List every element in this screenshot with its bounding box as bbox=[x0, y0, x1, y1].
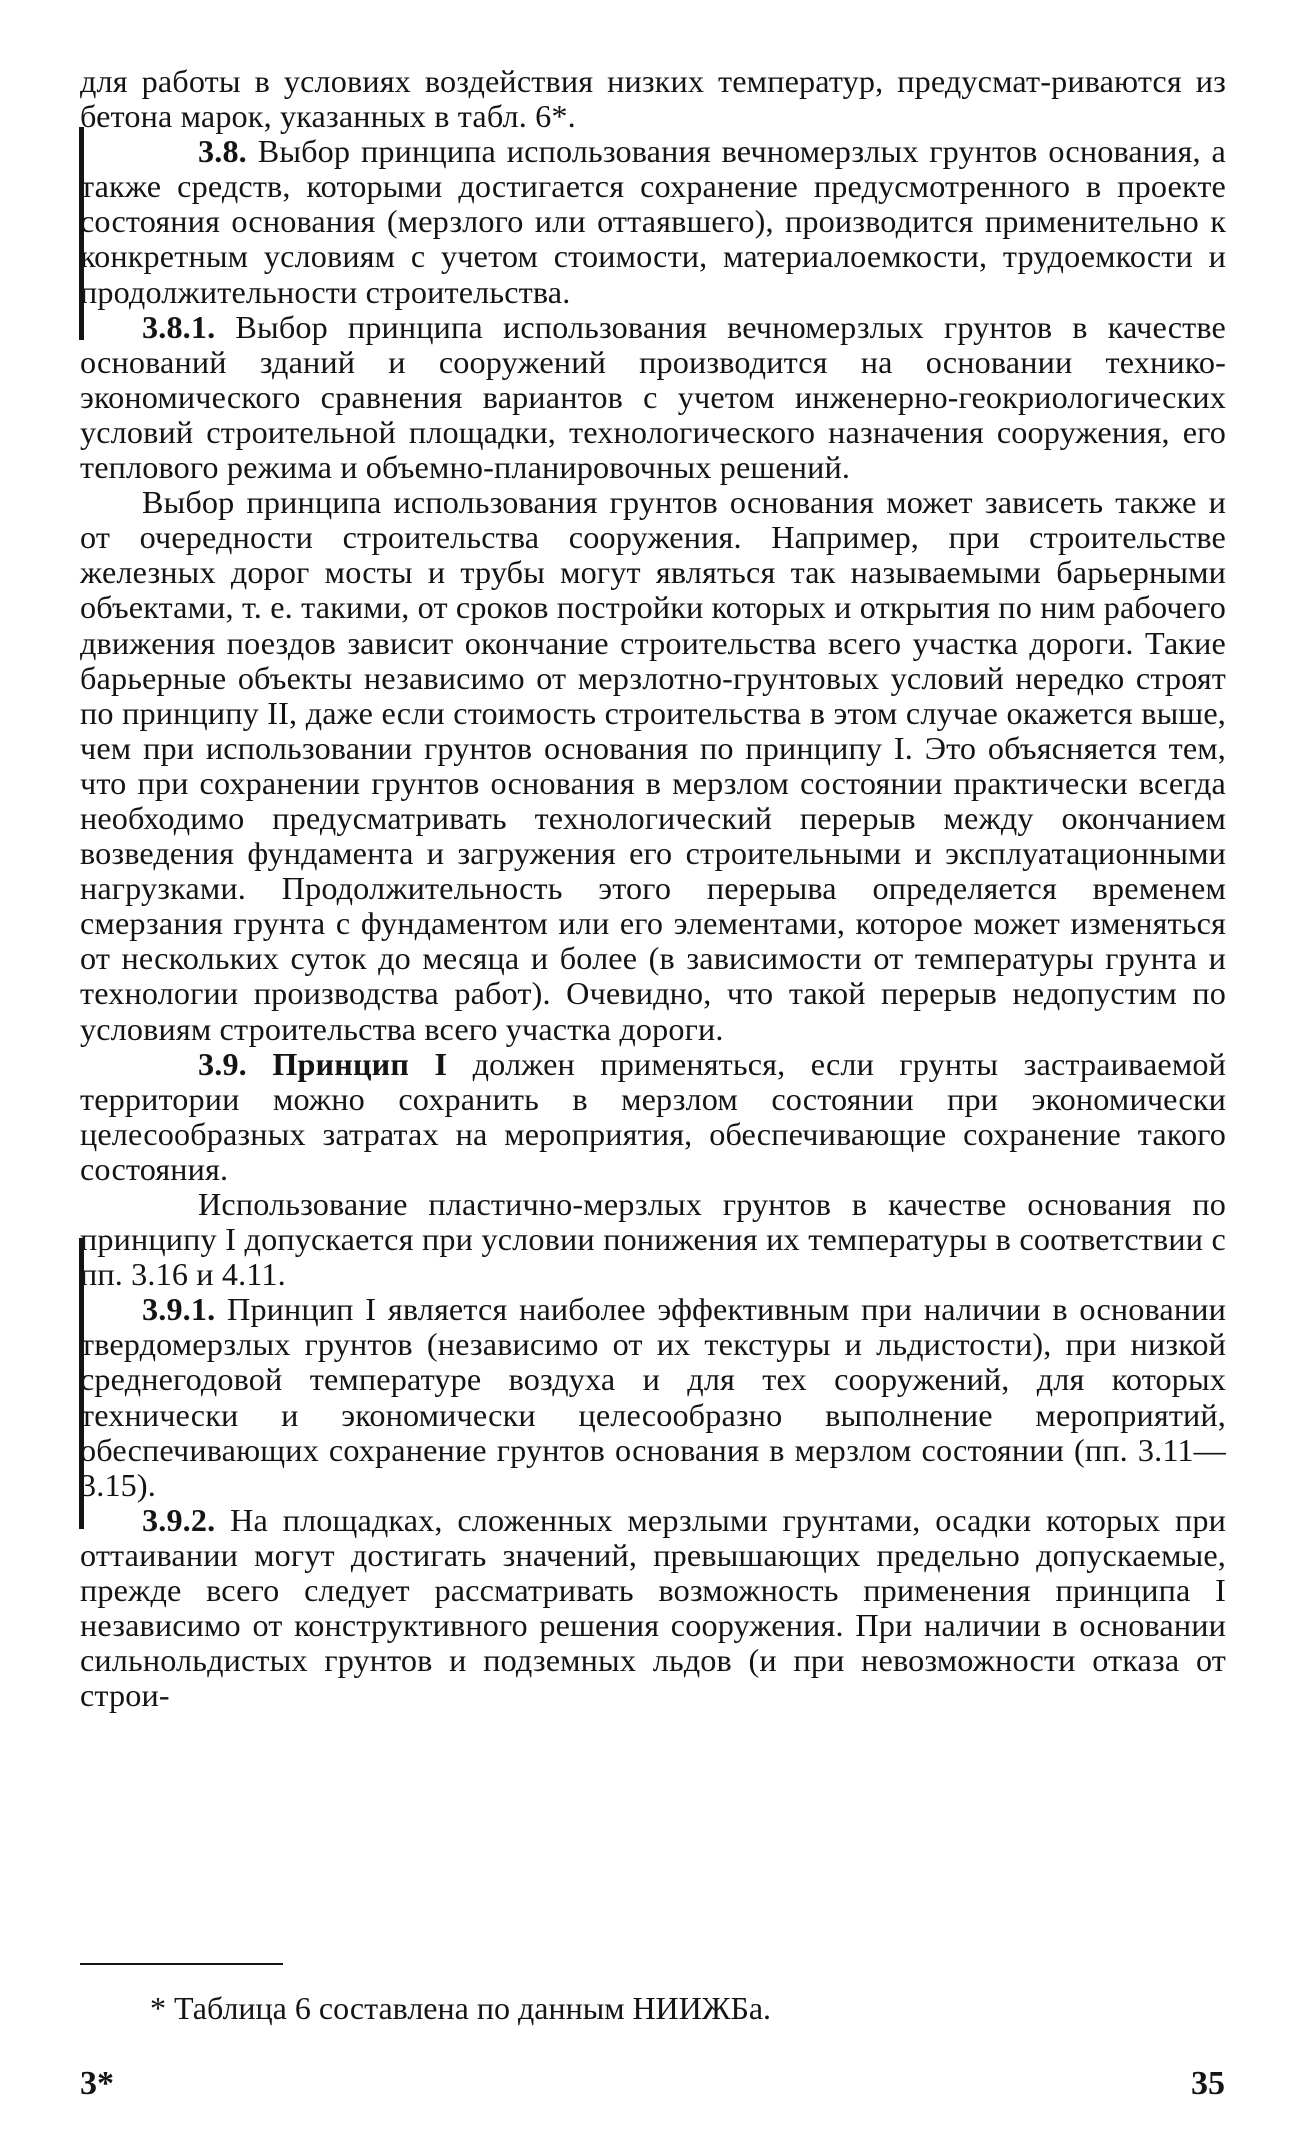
paragraph-3-9-1: 3.9.1. Принцип I является наиболее эффективным при наличии в основании твердомерзлых грунтов (независимо от их текстуры и льдистости), при низкой среднегодовой температуре воздуха и для тех сооружений, для которых технически и экономически целесообразно выполнение мероприятий, обеспечивающих сохранение грунтов основания в мерзлом состоянии (пп. 3.11—3.15). bbox=[80, 1291, 1226, 1503]
footnote-rule bbox=[80, 1963, 283, 1965]
main-text-column bbox=[80, 64, 1226, 1713]
paragraph-3-8-1: 3.8.1. Выбор принципа использования вечномерзлых грунтов в качестве оснований зданий и сооружений производится на основании технико-экономического сравнения вариантов с учетом инженерно-геокриологических условий строительной площадки, технологического назначения сооружения, его теплового режима и объемно-планировочных решений. bbox=[80, 308, 1226, 486]
clause-number: 3.9.2. bbox=[142, 1501, 216, 1538]
paragraph-principle-choice: Выбор принципа использования грунтов основания может зависеть также и от очередности строительства сооружения. Например, при строительстве железных дорог мосты и трубы могут являться так называемыми барьерными объектами, т. е. такими, от сроков постройки которых и открытия по ним рабочего движения поездов зависит окончание строительства всего участка дороги. Такие барьерные объекты независимо от мерзлотно-грунтовых условий нередко строят по принципу II, даже если стоимость строительства в этом случае окажется выше, чем при использовании грунтов основания по принципу I. Это объясняется тем, что при сохранении грунтов основания в мерзлом состоянии практически всегда необходимо предусматривать технологический перерыв между окончанием возведения фундамента и загружения его строительными и эксплуатационными нагрузками. Продолжительность этого перерыва определяется временем смерзания грунта с фундаментом или его элементами, которое может изменяться от нескольких суток до месяца и более (в зависимости от температуры грунта и технологии производства работ). Очевидно, что такой перерыв недопустим по условиям строительства всего участка дороги. bbox=[80, 484, 1226, 1047]
paragraph-plastic-frozen: Использование пластично-мерзлых грунтов в качестве основания по принципу I допускается при условии понижения их температуры в соответствии с пп. 3.16 и 4.11. bbox=[80, 1186, 1226, 1293]
clause-number: 3.8. bbox=[198, 133, 247, 170]
paragraph-3-9: 3.9. Принцип I должен применяться, если грунты застраиваемой территории можно сохранить в мерзлом состоянии при экономически целесообразных затратах на мероприятия, обеспечивающие сохранение такого состояния. bbox=[80, 1045, 1226, 1187]
paragraph-continuation: для работы в условиях воздействия низких температур, предусмат-риваются из бетона марок, указанных в табл. 6*. bbox=[80, 63, 1226, 135]
clause-number: 3.9. Принцип I bbox=[198, 1045, 448, 1082]
page-number: 35 bbox=[1191, 2065, 1225, 2102]
clause-number: 3.8.1. bbox=[142, 308, 216, 345]
paragraph-3-8: 3.8. Выбор принципа использования вечномерзлых грунтов основания, а также средств, которыми достигается сохранение предусмотренного в проекте состояния основания (мерзлого или оттаявшего), производится применительно к конкретным условиям с учетом стоимости, материалоемкости, трудоемкости и продолжительности строительства. bbox=[80, 133, 1226, 310]
paragraph-3-9-2: 3.9.2. На площадках, сложенных мерзлыми грунтами, осадки которых при оттаивании могут достигать значений, превышающих предельно допускаемые, прежде всего следует рассматривать возможность применения принципа I независимо от конструктивного решения сооружения. При наличии в основании сильнольдистых грунтов и подземных льдов (и при невозможности отказа от строи- bbox=[80, 1501, 1226, 1714]
clause-number: 3.9.1. bbox=[142, 1291, 216, 1328]
signature-mark: 3* bbox=[80, 2065, 114, 2102]
footnote: * Таблица 6 составлена по данным НИИЖБа. bbox=[150, 1990, 772, 2026]
